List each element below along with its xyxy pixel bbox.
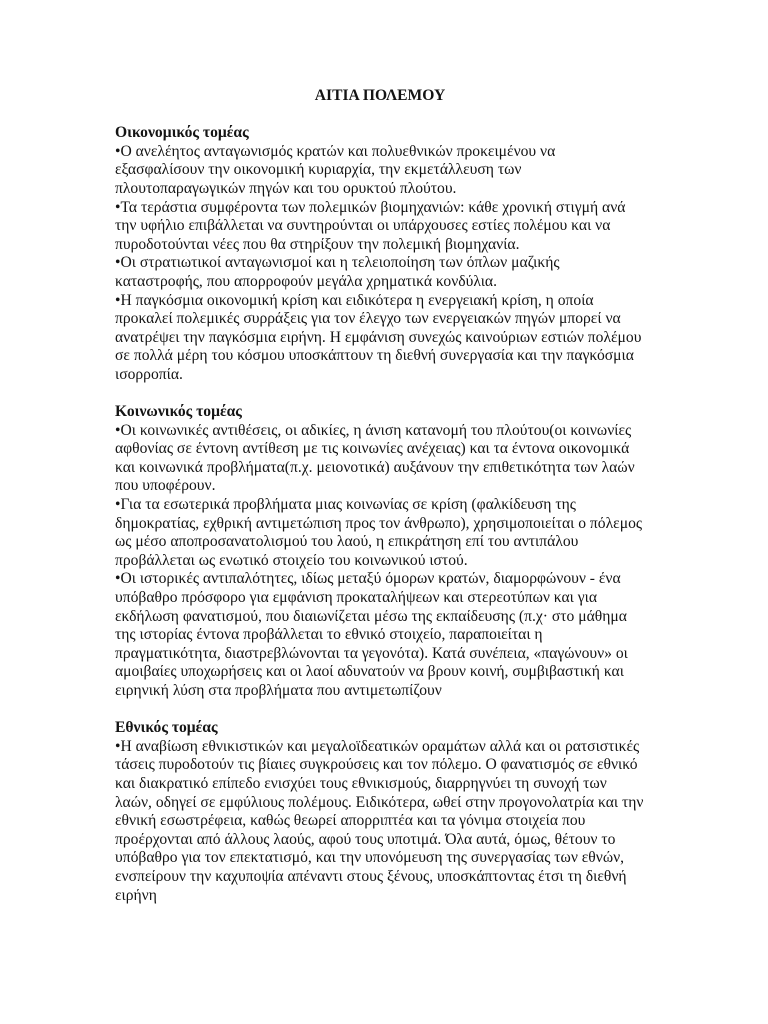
bullet-paragraph: •Τα τεράστια συμφέροντα των πολεμικών βιομηχανιών: κάθε χρονική στιγμή ανά την υφήλιο επιβάλλεται να συντηρούνται οι υπάρχουσες εστίες πολέμου και να πυροδοτούνται νέες που θα στηρίξουν την πολεμική βιομηχανία. xyxy=(115,198,626,253)
bullet-paragraph: •Οι κοινωνικές αντιθέσεις, οι αδικίες, η άνιση κατανομή του πλούτου(οι κοινωνίες αφθονίας σε έντονη αντίθεση με τις κοινωνίες ανέχειας) και τα έντονα οικονομικά και κοινωνικά προβλήματα(π.χ. μειονοτικά) αυξάνουν την επιθετικότητα των λαών που υποφέρουν. xyxy=(115,421,635,495)
document-page xyxy=(115,87,645,924)
bullet-paragraph: •Για τα εσωτερικά προβλήματα μιας κοινωνίας σε κρίση (φαλκίδευση της δημοκρατίας, εχθρική αντιμετώπιση προς τον άνθρωπο), χρησιμοποιείται ο πόλεμος ως μέσο αποπροσανατολισμού του λαού, η επικράτηση επί του αντιπάλου προβάλλεται ως ενωτικό στοιχείο του κοινωνικού ιστού. xyxy=(115,496,643,569)
section-heading: Εθνικός τομέας xyxy=(115,719,218,737)
section-heading: Οικονομικός τομέας xyxy=(115,124,249,142)
section-social xyxy=(115,403,645,701)
section-heading: Κοινωνικός τομέας xyxy=(115,403,242,421)
bullet-paragraph: •Η παγκόσμια οικονομική κρίση και ειδικότερα η ενεργειακή κρίση, η οποία προκαλεί πολεμικές συρράξεις για τον έλεγχο των ενεργειακών πηγών μπορεί να ανατρέψει την παγκόσμια ειρήνη. Η εμφάνιση συνεχώς καινούριων εστιών πολέμου σε πολλά μέρη του κόσμου υποσκάπτουν τη διεθνή συνεργασία και την παγκόσμια ισορροπία. xyxy=(115,291,642,383)
bullet-paragraph: •Οι ιστορικές αντιπαλότητες, ιδίως μεταξύ όμορων κρατών, διαμορφώνουν - ένα υπόβαθρο πρόσφορο για εμφάνιση προκαταλήψεων και στερεοτύπων και για εκδήλωση φανατισμού, που διαιωνίζεται μέσω της εκπαίδευσης (π.χ· στο μάθημα της ιστορίας έντονα προβάλλεται το εθνικό στοιχείο, παραποιείται η πραγματικότητα, διαστρεβλώνονται τα γεγονότα). Κατά συνέπεια, «παγώνουν» οι αμοιβαίες υποχωρήσεις και οι λαοί αδυνατούν να βρουν κοινή, συμβιβαστική και ειρηνική λύση στα προβλήματα που αντιμετωπίζουν xyxy=(115,570,628,699)
bullet-paragraph: •Η αναβίωση εθνικιστικών και μεγαλοϊδεατικών οραμάτων αλλά και οι ρατσιστικές τάσεις πυροδοτούν τις βίαιες συγκρούσεις και τον πόλεμο. Ο φανατισμός σε εθνικό και διακρατικό επίπεδο ενισχύει τους εθνικισμούς, διαρρηγνύει τη συνοχή των λαών, οδηγεί σε εμφύλιους πολέμους. Ειδικότερα, ωθεί στην προγονολατρία και την εθνική εσωστρέφεια, καθώς θεωρεί απορριπτέα και τα γόνιμα στοιχεία που προέρχονται από άλλους λαούς, αφού τους υποτιμά. Όλα αυτά, όμως, θέτουν το υπόβαθρο για τον επεκτατισμό, και την υπονόμευση της συνεργασίας των εθνών, ενσπείρουν την καχυποψία απέναντι στους ξένους, υποσκάπτοντας έτσι τη διεθνή ειρήνη xyxy=(115,737,644,904)
section-economic xyxy=(115,124,645,384)
section-national xyxy=(115,719,645,905)
document-title: ΑΙΤΙΑ ΠΟΛΕΜΟΥ xyxy=(314,87,446,104)
bullet-paragraph: •Οι στρατιωτικοί ανταγωνισμοί και η τελειοποίηση των όπλων μαζικής καταστροφής, που απορροφούν μεγάλα χρηματικά κονδύλια. xyxy=(115,254,560,290)
bullet-paragraph: •Ο ανελέητος ανταγωνισμός κρατών και πολυεθνικών προκειμένου να εξασφαλίσουν την οικονομική κυριαρχία, την εκμετάλλευση των πλουτοπαραγωγικών πηγών και του ορυκτού πλούτου. xyxy=(115,142,556,197)
